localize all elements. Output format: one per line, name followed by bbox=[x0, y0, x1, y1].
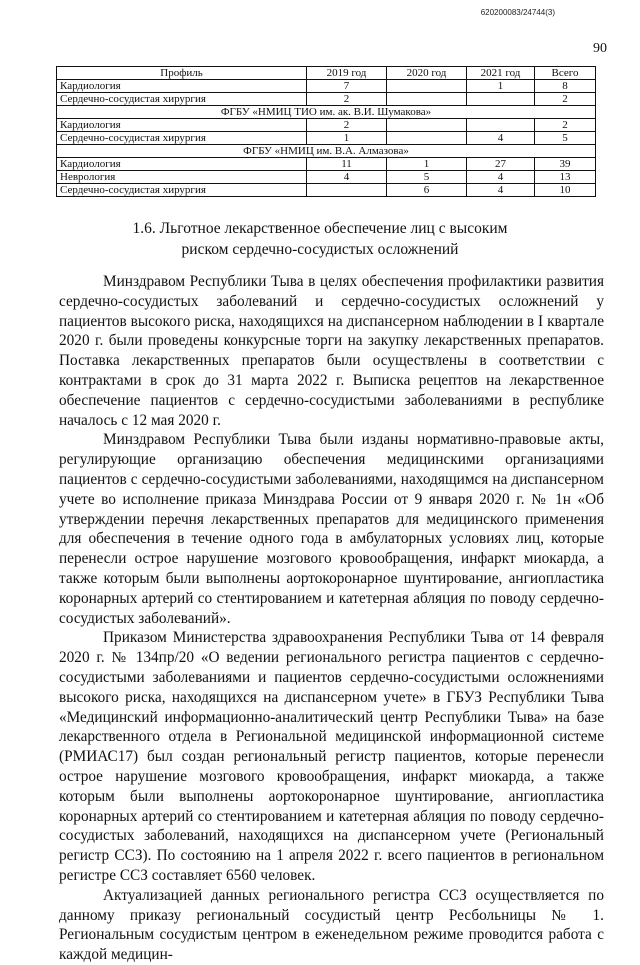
profile-cell: Сердечно-сосудистая хирургия bbox=[57, 93, 307, 106]
body-text bbox=[59, 272, 604, 965]
table-row bbox=[57, 184, 596, 197]
value-cell: 1 bbox=[467, 80, 535, 93]
value-cell: 4 bbox=[467, 132, 535, 145]
profile-cell: Сердечно-сосудистая хирургия bbox=[57, 184, 307, 197]
value-cell bbox=[387, 93, 467, 106]
table-row bbox=[57, 158, 596, 171]
table-group-title-row bbox=[57, 145, 596, 158]
column-header: 2020 год bbox=[387, 67, 467, 80]
paragraph: Минздравом Республики Тыва в целях обеспечения профилактики развития сердечно-сосудистых заболеваний и сердечно-сосудистых осложнений у пациентов высокого риска, находящихся на диспансерном наблюдении в I квартале 2020 г. были проведены конкурсные торги на закупку лекарственных препаратов. Поставка лекарственных препаратов были осуществлены в соответствии с контрактами в срок до 31 марта 2022 г. Выписка рецептов на лекарственное обеспечение пациентов с сердечно-сосудистыми заболеваниями в республике началось с 12 мая 2020 г. bbox=[59, 273, 604, 429]
value-cell: 4 bbox=[467, 171, 535, 184]
paragraph: Приказом Министерства здравоохранения Республики Тыва от 14 февраля 2020 г. № 134пр/20 «О ведении регионального регистра пациентов с сердечно-сосудистыми заболеваниями и пациентов сердечно-сосудистыми осложнениями высокого риска, находящихся на диспансерном учете» в ГБУЗ Республики Тыва «Медицинский информационно-аналитический центр Республики Тыва» на базе лекарственного отдела в Региональной медицинской информационной системе (РМИАС17) был создан региональный регистр пациентов, которые перенесли острое нарушение мозгового кровообращения, инфаркт миокарда, а также которым были выполнены аортокоронарное шунтирование, ангиопластика коронарных артерий со стентированием и катетерная абляция по поводу сердечно-сосудистых заболеваний, находящихся на диспансерном учете (Региональный регистр ССЗ). По состоянию на 1 апреля 2022 г. всего пациентов в региональном регистре ССЗ составляет 6560 человек. bbox=[59, 629, 604, 884]
document-id: 620200083/24744(3) bbox=[480, 8, 555, 17]
statistics-table bbox=[56, 66, 596, 197]
profile-cell: Неврология bbox=[57, 171, 307, 184]
section-title bbox=[60, 218, 580, 260]
total-cell: 5 bbox=[535, 132, 596, 145]
value-cell bbox=[467, 93, 535, 106]
column-header: 2019 год bbox=[307, 67, 387, 80]
profile-cell: Сердечно-сосудистая хирургия bbox=[57, 132, 307, 145]
table-row bbox=[57, 93, 596, 106]
total-cell: 8 bbox=[535, 80, 596, 93]
value-cell: 2 bbox=[307, 93, 387, 106]
value-cell: 5 bbox=[387, 171, 467, 184]
table-group-title-row bbox=[57, 106, 596, 119]
profile-cell: Кардиология bbox=[57, 80, 307, 93]
column-header: 2021 год bbox=[467, 67, 535, 80]
value-cell: 2 bbox=[307, 119, 387, 132]
value-cell bbox=[387, 80, 467, 93]
value-cell: 11 bbox=[307, 158, 387, 171]
value-cell: 4 bbox=[307, 171, 387, 184]
group-title: ФГБУ «НМИЦ ТИО им. ак. В.И. Шумакова» bbox=[57, 106, 596, 119]
section-title-line: 1.6. Льготное лекарственное обеспечение лиц с высоким bbox=[132, 220, 508, 237]
value-cell: 1 bbox=[307, 132, 387, 145]
table-row bbox=[57, 119, 596, 132]
profile-cell: Кардиология bbox=[57, 119, 307, 132]
table-row bbox=[57, 171, 596, 184]
value-cell: 1 bbox=[387, 158, 467, 171]
value-cell: 6 bbox=[387, 184, 467, 197]
paragraph: Актуализацией данных регионального регистра ССЗ осуществляется по данному приказу региональный сосудистый центр Ресбольницы № 1. Региональным сосудистым центром в еженедельном режиме проводится работа с каждой медицин- bbox=[59, 886, 604, 964]
paragraph: Минздравом Республики Тыва были изданы нормативно-правовые акты, регулирующие организацию обеспечения медицинскими организациями пациентов с сердечно-сосудистыми заболеваниями, находящимся на диспансерном учете во исполнение приказа Минздрава России от 9 января 2020 г. № 1н «Об утверждении перечня лекарственных препаратов для медицинского применения для обеспечения в течение одного года в амбулаторных условиях лиц, которые перенесли острое нарушение мозгового кровообращения, инфаркт миокарда, а также которым были выполнены аортокоронарное шунтирование, ангиопластика коронарных артерий со стентированием и катетерная абляция по поводу сердечно-сосудистых заболеваний». bbox=[59, 431, 604, 627]
total-cell: 2 bbox=[535, 119, 596, 132]
column-header: Профиль bbox=[57, 67, 307, 80]
group-title: ФГБУ «НМИЦ им. В.А. Алмазова» bbox=[57, 145, 596, 158]
column-header: Всего bbox=[535, 67, 596, 80]
value-cell bbox=[387, 119, 467, 132]
table-row bbox=[57, 132, 596, 145]
value-cell: 4 bbox=[467, 184, 535, 197]
value-cell bbox=[467, 119, 535, 132]
total-cell: 10 bbox=[535, 184, 596, 197]
profile-cell: Кардиология bbox=[57, 158, 307, 171]
table-row bbox=[57, 80, 596, 93]
page-number: 90 bbox=[593, 41, 607, 56]
total-cell: 13 bbox=[535, 171, 596, 184]
value-cell: 27 bbox=[467, 158, 535, 171]
value-cell bbox=[387, 132, 467, 145]
total-cell: 39 bbox=[535, 158, 596, 171]
section-title-line: риском сердечно-сосудистых осложнений bbox=[181, 241, 459, 258]
value-cell bbox=[307, 184, 387, 197]
table-header-row bbox=[57, 67, 596, 80]
total-cell: 2 bbox=[535, 93, 596, 106]
value-cell: 7 bbox=[307, 80, 387, 93]
